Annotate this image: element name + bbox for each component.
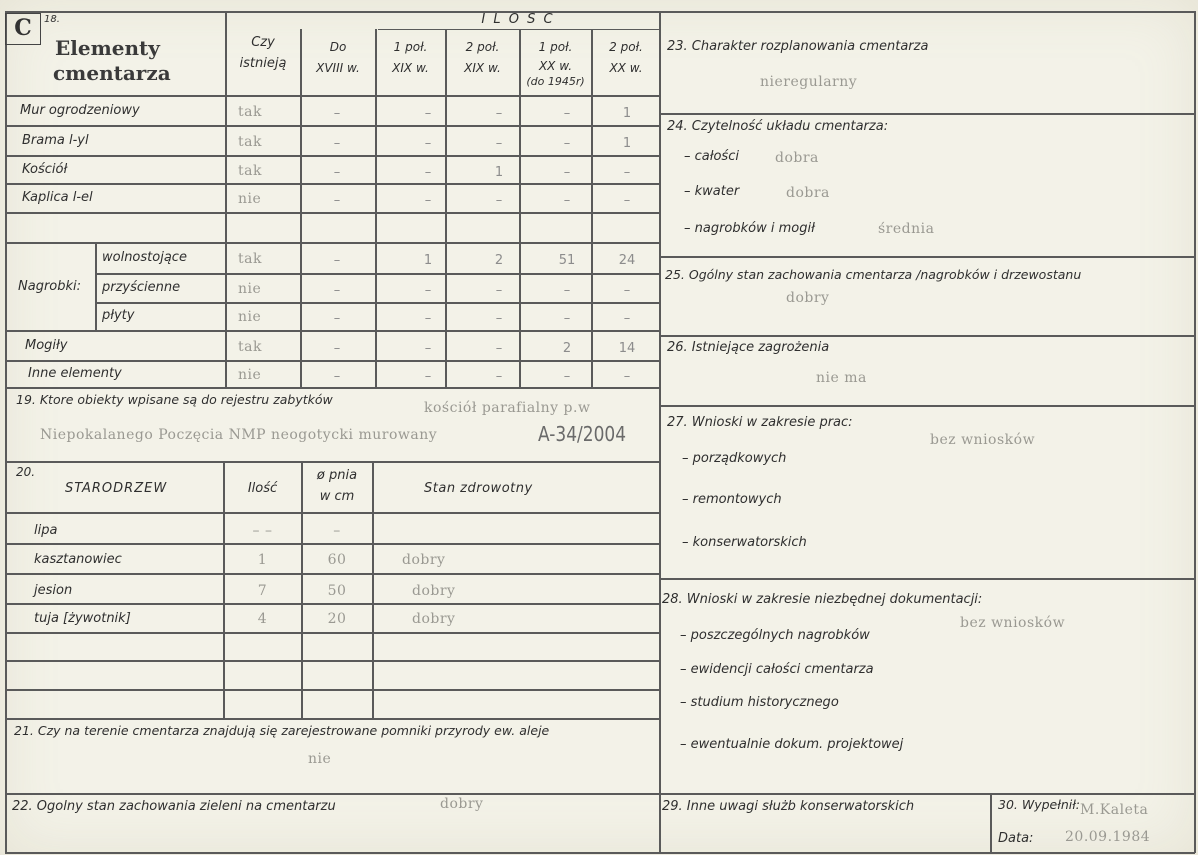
element-count-cell: 2: [494, 253, 504, 268]
tree-name: jesion: [34, 583, 73, 598]
col-header: XVIII w.: [316, 61, 360, 75]
element-count-cell: –: [495, 106, 503, 121]
rule: [659, 256, 1195, 258]
col-header: XIX w.: [464, 61, 501, 75]
s20-number: 20.: [16, 465, 36, 479]
rule: [5, 573, 660, 575]
tree-name: kasztanowiec: [34, 552, 122, 567]
element-count-cell: 1: [423, 253, 433, 268]
s19-label: 19. Ktore obiekty wpisane są do rejestru zabytków: [16, 392, 333, 407]
rule: [591, 29, 593, 387]
element-count-cell: 1: [494, 165, 504, 180]
s28-item: – ewidencji całości cmentarza: [680, 662, 874, 677]
tree-qty: 1: [257, 552, 268, 568]
rule: [5, 95, 660, 97]
tree-name: lipa: [34, 523, 58, 538]
tree-state: dobry: [412, 611, 456, 627]
element-count-cell: 24: [618, 253, 636, 268]
rule: [659, 113, 1195, 115]
s27-item: – remontowych: [682, 492, 782, 507]
tree-diam: 60: [327, 552, 347, 568]
rule: [5, 603, 660, 605]
element-count-cell: –: [495, 283, 503, 298]
rule: [5, 360, 660, 362]
element-row-label: Inne elementy: [28, 366, 122, 381]
rule: [300, 29, 302, 387]
element-count-cell: –: [623, 311, 631, 326]
s24-label: 24. Czytelność układu cmentarza:: [667, 119, 889, 134]
rule: [5, 461, 660, 463]
element-count-cell: –: [424, 193, 432, 208]
s30-name: M.Kaleta: [1080, 802, 1149, 818]
element-row-label: Mogiły: [25, 338, 68, 353]
tree-qty: – –: [252, 523, 273, 539]
rule: [5, 155, 660, 157]
col-header: XX w.: [538, 59, 573, 73]
s30-date: 20.09.1984: [1065, 829, 1151, 845]
element-count-cell: 1: [622, 136, 632, 151]
rule: [5, 512, 660, 514]
element-count-cell: –: [333, 341, 341, 356]
element-row-label: Kaplica l-el: [22, 190, 93, 205]
rule: [445, 29, 447, 387]
element-exists: nie: [238, 367, 262, 383]
element-count-cell: –: [424, 341, 432, 356]
element-exists: nie: [238, 281, 262, 297]
rule: [5, 852, 1195, 854]
element-count-cell: –: [623, 193, 631, 208]
element-count-cell: 2: [562, 341, 572, 356]
rule: [990, 793, 992, 853]
element-count-cell: –: [563, 311, 571, 326]
s28-value: bez wniosków: [960, 615, 1066, 631]
element-count-cell: –: [495, 136, 503, 151]
element-count-cell: –: [333, 311, 341, 326]
element-count-cell: –: [333, 253, 341, 268]
rule: [5, 330, 660, 332]
element-exists: tak: [238, 134, 262, 150]
element-count-cell: –: [563, 369, 571, 384]
s28-item: – poszczególnych nagrobków: [680, 628, 870, 643]
s20-col-state: Stan zdrowotny: [424, 481, 533, 496]
element-count-cell: –: [623, 165, 631, 180]
element-count-cell: –: [495, 341, 503, 356]
element-row-label: Brama l-yl: [22, 133, 89, 148]
s20-col-name: STARODRZEW: [65, 481, 168, 496]
element-row-label: wolnostojące: [102, 250, 187, 265]
element-count-cell: –: [333, 369, 341, 384]
s24-value: średnia: [878, 221, 935, 237]
czy-header: istnieją: [239, 56, 287, 71]
rule: [659, 405, 1195, 407]
s28-label: 28. Wnioski w zakresie niezbędnej dokumentacji:: [662, 592, 983, 607]
s23-label: 23. Charakter rozplanowania cmentarza: [667, 39, 929, 54]
rule: [5, 387, 660, 389]
s29-label: 29. Inne uwagi służb konserwatorskich: [662, 799, 915, 814]
rule: [5, 125, 660, 127]
rule: [659, 11, 661, 853]
s21-label: 21. Czy na terenie cmentarza znajdują się zarejestrowane pomniki przyrody ew. aleje: [14, 723, 550, 738]
s20-col-qty: Ilość: [247, 481, 278, 496]
rule: [375, 29, 377, 387]
element-count-cell: –: [424, 369, 432, 384]
s20-col-diam: w cm: [319, 489, 355, 504]
section-number: 18.: [44, 14, 60, 25]
element-count-cell: –: [424, 165, 432, 180]
s27-value: bez wniosków: [930, 432, 1036, 448]
rule: [659, 335, 1195, 337]
element-count-cell: –: [424, 283, 432, 298]
rule: [659, 578, 1195, 580]
col-header: (do 1945r): [526, 75, 585, 88]
s19-value: kościół parafialny p.w: [424, 400, 591, 416]
element-exists: nie: [238, 191, 262, 207]
rule: [95, 273, 660, 275]
col-header: 1 poł.: [538, 40, 573, 54]
element-exists: nie: [238, 309, 262, 325]
element-row-label: Kościół: [22, 162, 68, 177]
element-count-cell: –: [495, 311, 503, 326]
tree-qty: 7: [257, 583, 268, 599]
tree-diam: 20: [327, 611, 347, 627]
col-header: XX w.: [609, 61, 643, 75]
col-header: XIX w.: [392, 61, 429, 75]
rule: [5, 660, 660, 662]
s28-item: – ewentualnie dokum. projektowej: [680, 737, 904, 752]
section-title: Elementy: [55, 36, 160, 60]
s24-item: – nagrobków i mogił: [684, 221, 815, 236]
element-count-cell: –: [333, 193, 341, 208]
s24-item: – kwater: [684, 184, 740, 199]
rule: [5, 11, 7, 853]
element-count-cell: –: [563, 283, 571, 298]
tree-state: dobry: [402, 552, 446, 568]
rule: [5, 632, 660, 634]
s22-value: dobry: [440, 796, 484, 812]
element-count-cell: –: [563, 136, 571, 151]
element-count-cell: –: [333, 106, 341, 121]
col-header: Do: [329, 40, 347, 54]
element-count-cell: –: [495, 193, 503, 208]
rule: [95, 302, 660, 304]
rule: [5, 183, 660, 185]
element-count-cell: –: [424, 106, 432, 121]
s26-label: 26. Istniejące zagrożenia: [667, 340, 830, 355]
rule: [5, 543, 660, 545]
element-count-cell: –: [623, 369, 631, 384]
czy-header: Czy: [251, 35, 275, 50]
element-row-label: płyty: [102, 308, 135, 323]
rule: [5, 212, 660, 214]
element-count-cell: –: [424, 136, 432, 151]
s24-value: dobra: [775, 150, 819, 166]
nagrobki-label: Nagrobki:: [18, 279, 82, 294]
s24-value: dobra: [786, 185, 830, 201]
element-count-cell: 51: [558, 253, 576, 268]
s23-value: nieregularny: [760, 74, 858, 90]
section-title: cmentarza: [53, 61, 171, 85]
element-exists: tak: [238, 339, 262, 355]
tree-qty: 4: [257, 611, 268, 627]
col-header: 2 poł.: [609, 40, 643, 54]
rule: [1194, 11, 1196, 853]
tree-name: tuja [żywotnik]: [34, 611, 131, 626]
s27-item: – konserwatorskich: [682, 535, 807, 550]
element-exists: tak: [238, 104, 262, 120]
tree-state: dobry: [412, 583, 456, 599]
element-exists: tak: [238, 163, 262, 179]
s25-value: dobry: [786, 290, 830, 306]
element-row-label: Mur ogrodzeniowy: [20, 103, 140, 118]
element-count-cell: –: [563, 165, 571, 180]
rule: [5, 718, 660, 720]
tree-diam: 50: [327, 583, 347, 599]
element-count-cell: 14: [618, 341, 636, 356]
element-count-cell: –: [623, 283, 631, 298]
element-exists: tak: [238, 251, 262, 267]
element-count-cell: –: [563, 106, 571, 121]
rule: [5, 242, 660, 244]
rule: [95, 242, 97, 330]
element-count-cell: –: [333, 283, 341, 298]
s24-item: – całości: [684, 149, 739, 164]
element-count-cell: –: [424, 311, 432, 326]
element-count-cell: –: [333, 136, 341, 151]
element-count-cell: 1: [622, 106, 632, 121]
s22-label: 22. Ogolny stan zachowania zieleni na cmentarzu: [12, 799, 336, 814]
element-count-cell: –: [495, 369, 503, 384]
section-letter: C: [5, 13, 41, 45]
rule: [372, 461, 374, 718]
s25-label: 25. Ogólny stan zachowania cmentarza /nagrobków i drzewostanu: [665, 267, 1082, 282]
ilosc-header: I L O S C: [481, 12, 555, 27]
s30-label: 30. Wypełnił:: [998, 797, 1081, 812]
s28-item: – studium historycznego: [680, 695, 839, 710]
rule: [5, 793, 1195, 795]
register-number: A-34/2004: [538, 422, 627, 446]
s26-value: nie ma: [816, 370, 867, 386]
s20-col-diam: ø pnia: [316, 468, 358, 483]
element-count-cell: –: [333, 165, 341, 180]
s27-item: – porządkowych: [682, 451, 787, 466]
s27-label: 27. Wnioski w zakresie prac:: [667, 415, 853, 430]
rule: [5, 689, 660, 691]
tree-diam: –: [333, 523, 341, 539]
col-header: 1 poł.: [393, 40, 428, 54]
s19-value: Niepokalanego Poczęcia NMP neogotycki murowany: [40, 427, 438, 443]
element-count-cell: –: [563, 193, 571, 208]
element-row-label: przyścienne: [102, 280, 181, 295]
col-header: 2 poł.: [465, 40, 500, 54]
s30-date-label: Data:: [998, 831, 1034, 846]
s21-value: nie: [308, 751, 332, 767]
